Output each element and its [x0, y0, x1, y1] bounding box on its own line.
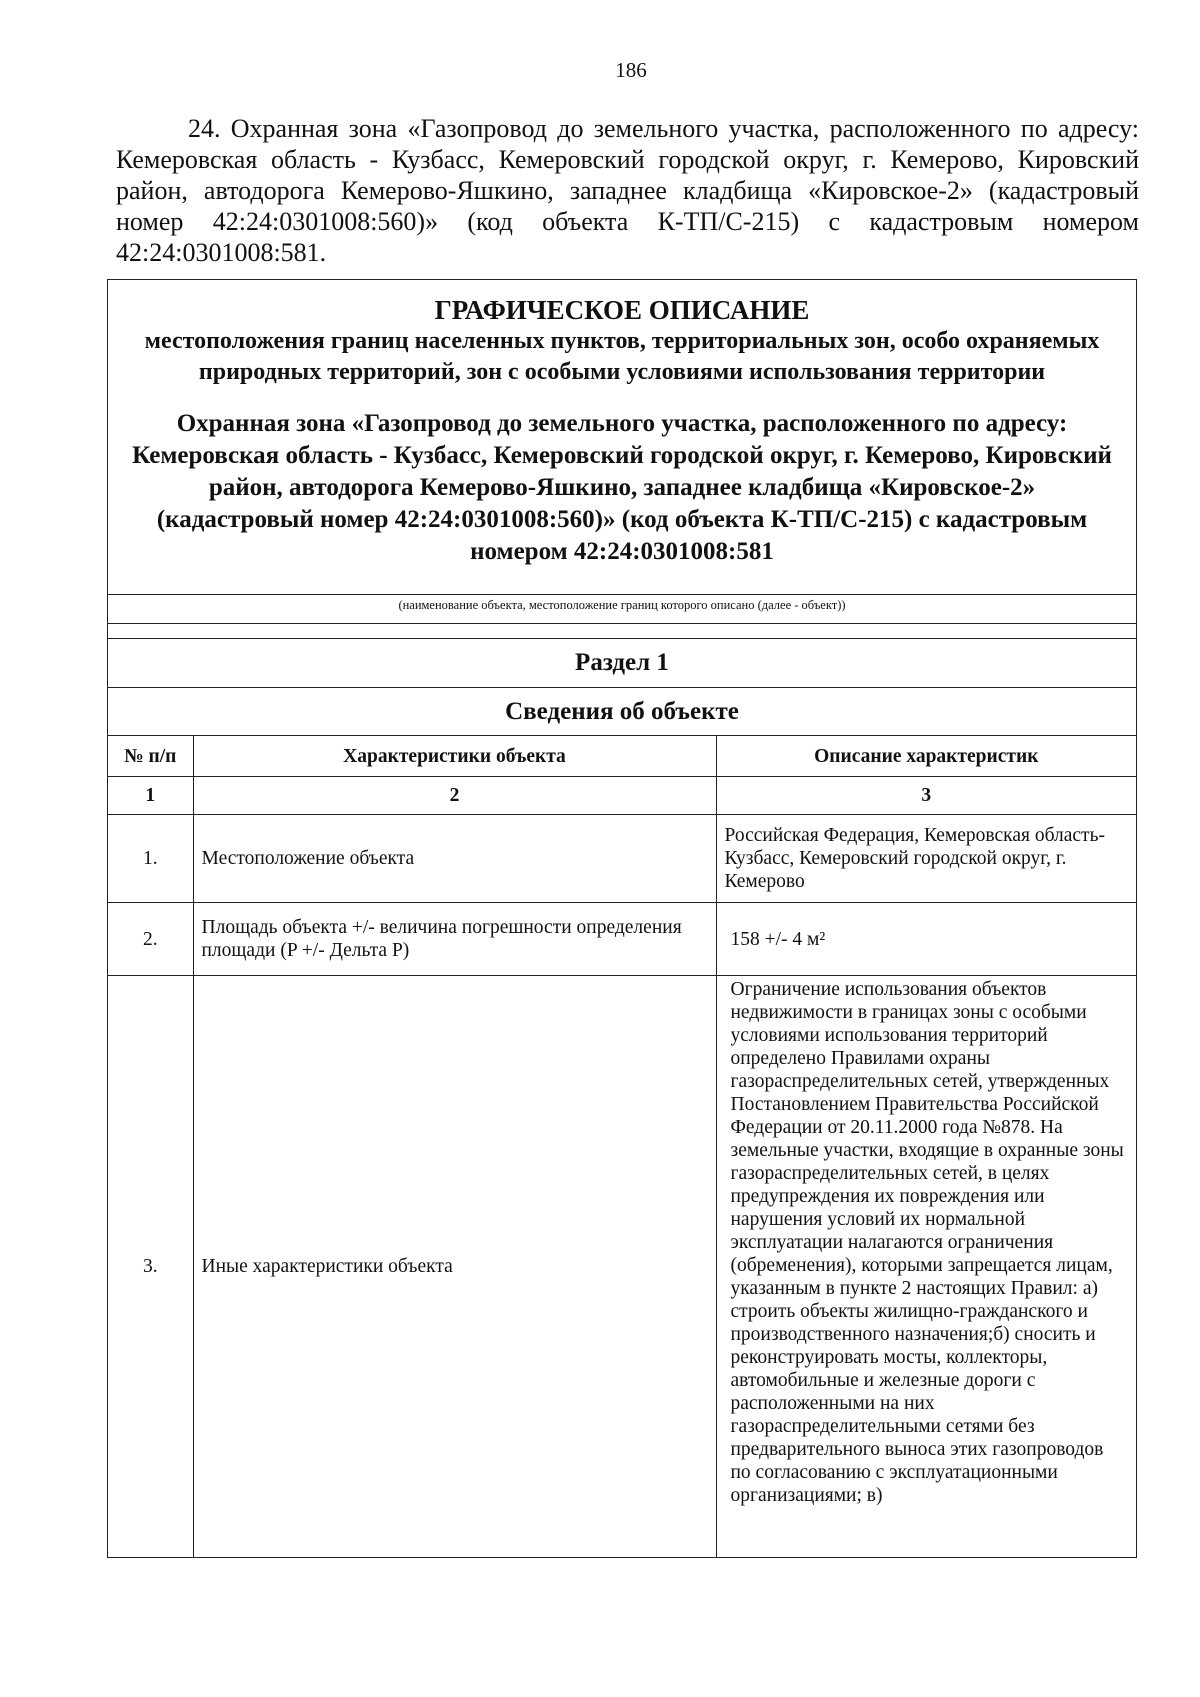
header-cell-number: № п/п — [108, 736, 193, 777]
table-header-row — [108, 736, 1136, 777]
row-number: 3. — [108, 976, 193, 1558]
row-number: 2. — [108, 903, 193, 976]
header-cell-description: Описание характеристик — [716, 736, 1136, 777]
column-number-cell: 3 — [716, 777, 1136, 815]
row-description: Российская Федерация, Кемеровская область-Кузбасс, Кемеровский городской округ, г. Кемерово — [716, 815, 1136, 903]
page-number: 186 — [615, 58, 647, 82]
header-block — [108, 280, 1136, 574]
object-name: Охранная зона «Газопровод до земельного участка, расположенного по адресу: Кемеровская область - Кузбасс, Кемеровский городской округ, г. Кемерово, Кировский район, автодорога Кемерово-Яшкино, западнее кладбища «Кировское-2» (кадастровый номер 42:24:0301008:560)» (код объекта К-ТП/С-215) с кадастровым номером 42:24:0301008:581 — [132, 410, 1112, 565]
column-number-row — [108, 777, 1136, 815]
document-title: ГРАФИЧЕСКОЕ ОПИСАНИЕ — [434, 295, 810, 325]
object-caption: (наименование объекта, местоположение границ которого описано (далее - объект)) — [108, 594, 1136, 624]
table-row — [108, 815, 1136, 903]
row-characteristic: Местоположение объекта — [193, 815, 716, 903]
row-number: 1. — [108, 815, 193, 903]
document-subtitle: местоположения границ населенных пунктов, территориальных зон, особо охраняемых природных территорий, зон с особыми условиями использования территории — [144, 328, 1100, 385]
header-cell-characteristic: Характеристики объекта — [193, 736, 716, 777]
graphic-description-frame — [107, 279, 1137, 1558]
row-characteristic: Иные характеристики объекта — [193, 976, 716, 1558]
row-characteristic: Площадь объекта +/- величина погрешности определения площади (P +/- Дельта P) — [193, 903, 716, 976]
table-row — [108, 976, 1136, 1558]
table-row — [108, 903, 1136, 976]
intro-paragraph: 24. Охранная зона «Газопровод до земельного участка, расположенного по адресу: Кемеровская область - Кузбасс, Кемеровский городской округ, г. Кемерово, Кировский район, автодорога Кемерово-Яшкино, западнее кладбища «Кировское-2» (кадастровый номер 42:24:0301008:560)» (код объекта К-ТП/С-215) с кадастровым номером 42:24:0301008:581. — [116, 114, 1139, 267]
spacer-row — [108, 624, 1136, 638]
object-info-table — [108, 735, 1136, 1557]
section-subtitle: Сведения об объекте — [108, 687, 1136, 735]
column-number-cell: 1 — [108, 777, 193, 815]
row-description-cell — [716, 976, 1136, 1558]
row-description: 158 +/- 4 м² — [716, 903, 1136, 976]
section-title: Раздел 1 — [108, 638, 1136, 687]
column-number-cell: 2 — [193, 777, 716, 815]
row-description: Ограничение использования объектов недвижимости в границах зоны с особыми условиями использования территорий определено Правилами охраны газораспределительных сетей, утвержденных Постановлением Правительства Российской Федерации от 20.11.2000 года №878. На земельные участки, входящие в охранные зоны газораспределительных сетей, в целях предупреждения их повреждения или нарушения условий их нормальной эксплуатации налагаются ограничения (обременения), которыми запрещается лицам, указанным в пункте 2 настоящих Правил: а) строить объекты жилищно-гражданского и производственного назначения;б) сносить и реконструировать мосты, коллекторы, автомобильные и железные дороги с расположенными на них газораспределительными сетями без предварительного выноса этих газопроводов по согласованию с эксплуатационными организациями; в) — [730, 979, 1124, 1506]
